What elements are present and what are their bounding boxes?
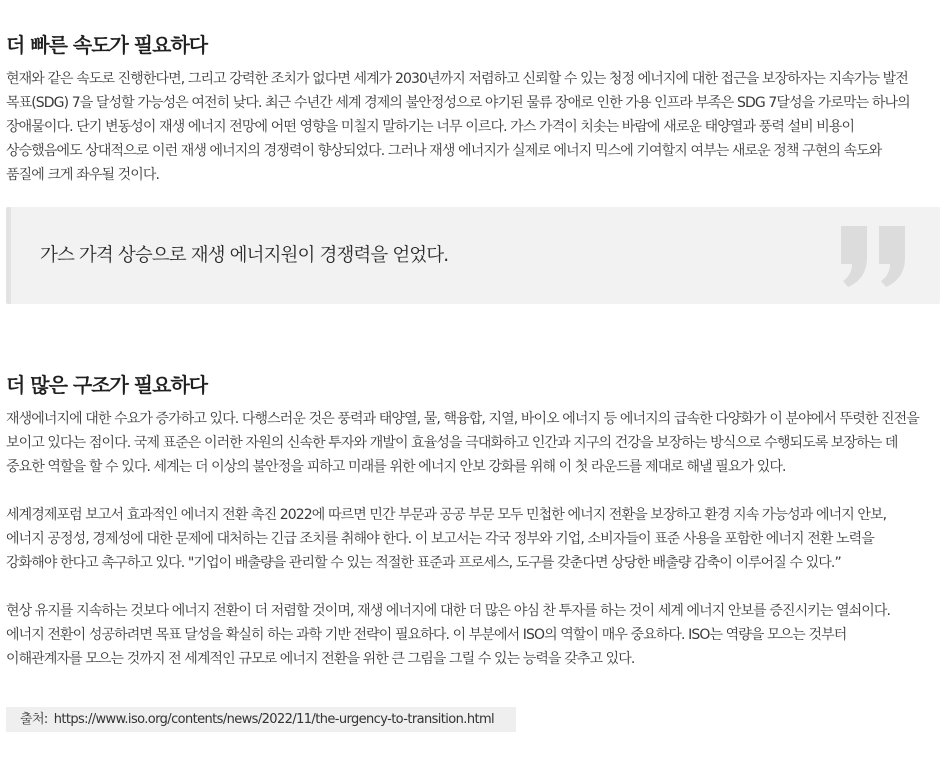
section-title-more-structure: 더 많은 구조가 필요하다: [6, 373, 208, 397]
paragraph-line: 세계경제포럼 보고서 효과적인 에너지 전환 촉진 2022에 따르면 민간 부문과 공공 부문 모두 민첩한 에너지 전환을 보장하고 환경 지속 가능성과 에너지 안보,: [6, 507, 887, 523]
paragraph-line: 목표(SDG) 7을 달성할 가능성은 여전히 낮다. 최근 수년간 세계 경제의 불안정성으로 야기된 물류 장애로 인한 가용 인프라 부족은 SDG 7달성을 가로막는 하나의: [6, 95, 910, 111]
section2-paragraph-3: [6, 599, 890, 671]
section2-paragraph-1: [6, 407, 919, 479]
paragraph-line: 현재와 같은 속도로 진행한다면, 그리고 강력한 조치가 없다면 세계가 2030년까지 저렴하고 신뢰할 수 있는 청정 에너지에 대한 접근을 보장하자는 지속가능 발전: [6, 71, 908, 87]
paragraph-line: 이해관계자를 모으는 것까지 전 세계적인 규모로 에너지 전환을 위한 큰 그림을 그릴 수 있는 능력을 갖추고 있다.: [6, 651, 635, 667]
section1-paragraph: [6, 67, 910, 187]
source-citation: [6, 707, 516, 732]
section2-paragraph-2: [6, 503, 886, 575]
paragraph-line: 중요한 역할을 할 수 있다. 세계는 더 이상의 불안정을 피하고 미래를 위한 에너지 안보 강화를 위해 이 첫 라운드를 제대로 해낼 필요가 있다.: [6, 459, 786, 475]
paragraph-line: 보이고 있다는 점이다. 국제 표준은 이러한 자원의 신속한 투자와 개발이 효율성을 극대화하고 인간과 지구의 건강을 보장하는 방식으로 수행되도록 보장하는 데: [6, 435, 898, 451]
closing-quote-icon: [838, 226, 910, 288]
paragraph-line: 강화해야 한다고 촉구하고 있다. "기업이 배출량을 관리할 수 있는 적절한 표준과 프로세스, 도구를 갖춘다면 상당한 배출량 감축이 이루어질 수 있다.”: [6, 555, 841, 571]
pull-quote: [6, 207, 940, 304]
paragraph-line: 품질에 크게 좌우될 것이다.: [6, 167, 160, 183]
paragraph-line: 장애물이다. 단기 변동성이 재생 에너지 전망에 어떤 영향을 미칠지 말하기는 너무 이르다. 가스 가격이 치솟는 바람에 새로운 태양열과 풍력 설비 비용이: [6, 119, 855, 135]
paragraph-line: 재생에너지에 대한 수요가 증가하고 있다. 다행스러운 것은 풍력과 태양열, 물, 핵융합, 지열, 바이오 에너지 등 에너지의 급속한 다양화가 이 분야에서 뚜렷한 진전을: [6, 411, 919, 427]
paragraph-line: 에너지 전환이 성공하려면 목표 달성을 확실히 하는 과학 기반 전략이 필요하다. 이 부분에서 ISO의 역할이 매우 중요하다. ISO는 역량을 모으는 것부터: [6, 627, 847, 643]
source-label: 출처:: [20, 712, 48, 727]
paragraph-line: 에너지 공정성, 경제성에 대한 문제에 대처하는 긴급 조치를 취해야 한다. 이 보고서는 각국 정부와 기업, 소비자들이 표준 사용을 포함한 에너지 전환 노력을: [6, 531, 874, 547]
source-url: https://www.iso.org/contents/news/2022/11/the-urgency-to-transition.html: [53, 712, 495, 727]
pull-quote-text: 가스 가격 상승으로 재생 에너지원이 경쟁력을 얻었다.: [40, 245, 449, 266]
section-title-faster-speed: 더 빠른 속도가 필요하다: [6, 33, 208, 57]
paragraph-line: 상승했음에도 상대적으로 이런 재생 에너지의 경쟁력이 향상되었다. 그러나 재생 에너지가 실제로 에너지 믹스에 기여할지 여부는 새로운 정책 구현의 속도와: [6, 143, 882, 159]
paragraph-line: 현상 유지를 지속하는 것보다 에너지 전환이 더 저렴할 것이며, 재생 에너지에 대한 더 많은 야심 찬 투자를 하는 것이 세계 에너지 안보를 증진시키는 열쇠이다.: [6, 603, 891, 619]
